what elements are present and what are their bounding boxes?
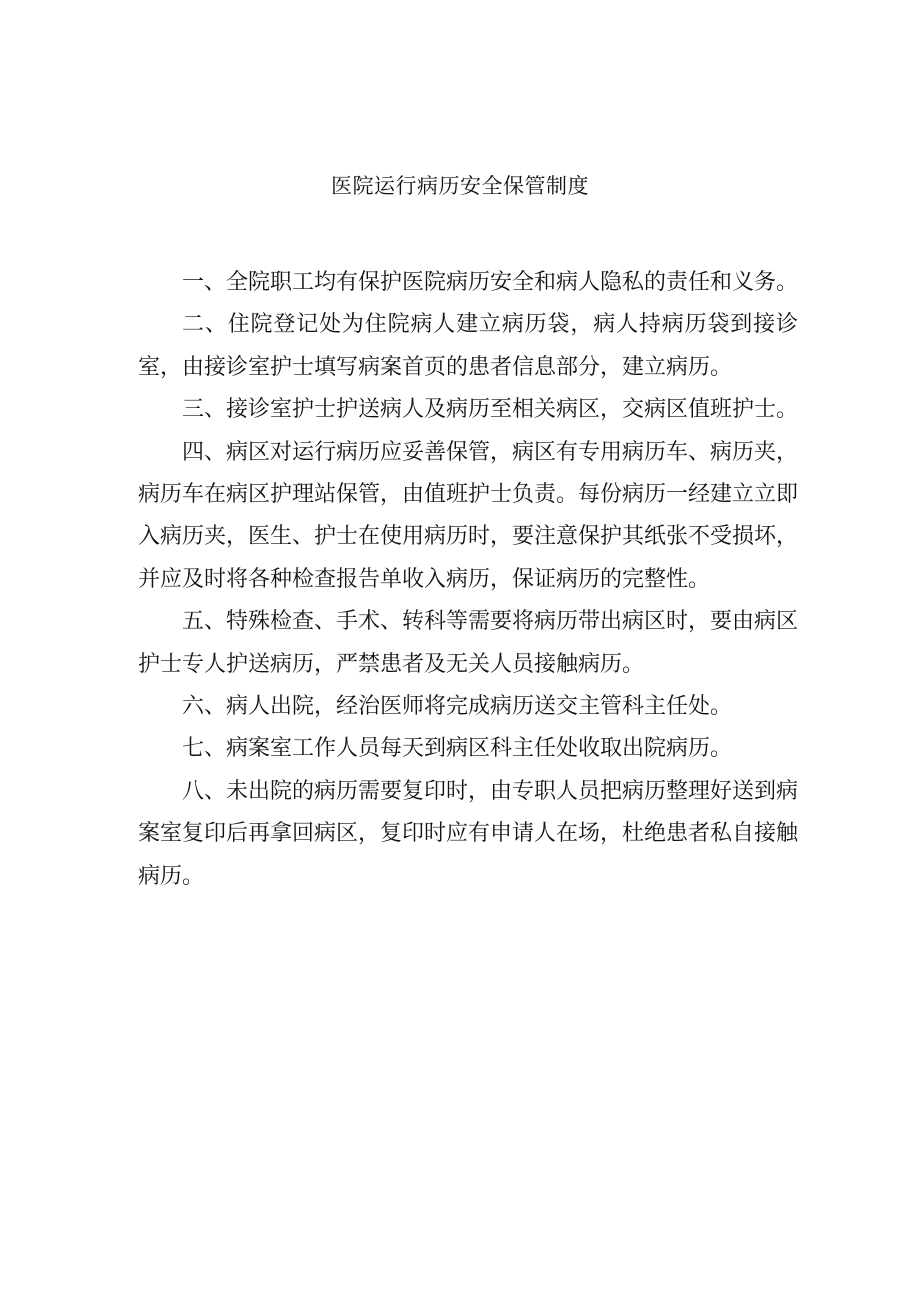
- paragraph-3: 三、接诊室护士护送病人及病历至相关病区，交病区值班护士。: [182, 397, 799, 423]
- document-body: [138, 262, 798, 898]
- paragraph-7: 七、病案室工作人员每天到病区科主任处收取出院病历。: [182, 736, 733, 762]
- paragraph-4: 四、病区对运行病历应妥善保管，病区有专用病历车、病历夹，病历车在病区护理站保管，由值班护士负责。每份病历一经建立立即入病历夹，医生、护士在使用病历时，要注意保护其纸张不受损坏，并应及时将各种检查报告单收入病历，保证病历的完整性。: [138, 439, 799, 592]
- document-title: 医院运行病历安全保管制度: [331, 174, 589, 198]
- paragraph-6: 六、病人出院，经治医师将完成病历送交主管科主任处。: [182, 694, 733, 720]
- paragraph-5: 五、特殊检查、手术、转科等需要将病历带出病区时，要由病区护士专人护送病历，严禁患者及无关人员接触病历。: [138, 609, 799, 677]
- paragraph-1: 一、全院职工均有保护医院病历安全和病人隐私的责任和义务。: [182, 270, 799, 295]
- paragraph-8: 八、未出院的病历需要复印时，由专职人员把病历整理好送到病案室复印后再拿回病区，复印时应有申请人在场，杜绝患者私自接触病历。: [138, 778, 799, 889]
- paragraph-2: 二、住院登记处为住院病人建立病历袋，病人持病历袋到接诊室，由接诊室护士填写病案首页的患者信息部分，建立病历。: [138, 312, 798, 380]
